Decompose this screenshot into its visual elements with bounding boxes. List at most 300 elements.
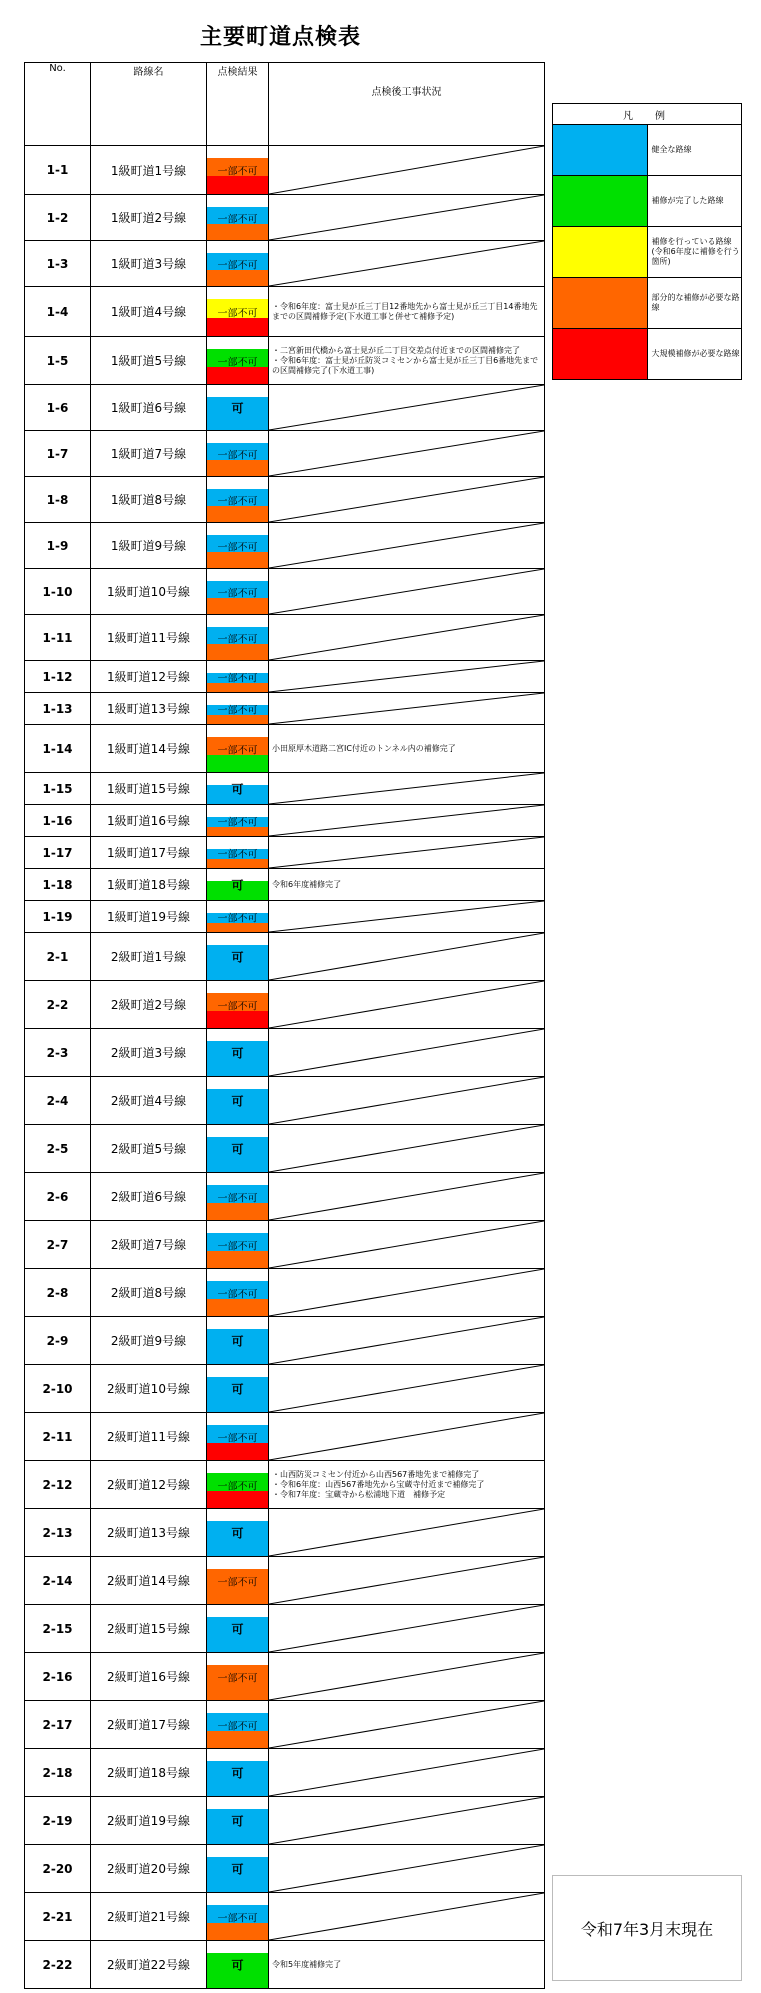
route-no: 1-17	[25, 837, 91, 869]
route-no: 1-13	[25, 693, 91, 725]
inspection-result	[207, 1845, 269, 1893]
route-no: 2-3	[25, 1029, 91, 1077]
route-name: 1級町道11号線	[91, 615, 207, 661]
inspection-result	[207, 805, 269, 837]
table-row	[25, 805, 545, 837]
empty-diagonal-line	[269, 1509, 544, 1556]
table-row	[25, 1365, 545, 1413]
inspection-result	[207, 869, 269, 901]
status-note	[269, 805, 545, 837]
status-note	[269, 1605, 545, 1653]
route-name: 2級町道1号線	[91, 933, 207, 981]
result-label: 可	[231, 1622, 244, 1636]
route-no: 2-8	[25, 1269, 91, 1317]
route-no: 2-20	[25, 1845, 91, 1893]
status-note	[269, 337, 545, 385]
route-no: 2-4	[25, 1077, 91, 1125]
status-note	[269, 1317, 545, 1365]
inspection-result	[207, 901, 269, 933]
route-no: 1-10	[25, 569, 91, 615]
empty-diagonal-line	[269, 805, 544, 836]
result-color-segment	[207, 318, 268, 337]
result-label: 可	[231, 1814, 244, 1828]
inspection-result	[207, 1077, 269, 1125]
inspection-result	[207, 337, 269, 385]
status-note	[269, 146, 545, 195]
status-note	[269, 1749, 545, 1797]
legend-row	[553, 329, 742, 380]
inspection-result	[207, 1893, 269, 1941]
inspection-result	[207, 1701, 269, 1749]
route-no: 1-14	[25, 725, 91, 773]
legend-header: 凡 例	[553, 104, 742, 125]
table-row	[25, 1509, 545, 1557]
route-no: 2-15	[25, 1605, 91, 1653]
status-note	[269, 1797, 545, 1845]
result-label: 一部不可	[217, 849, 258, 860]
inspection-result	[207, 981, 269, 1029]
route-no: 1-16	[25, 805, 91, 837]
result-label: 一部不可	[217, 1673, 258, 1684]
route-name: 1級町道16号線	[91, 805, 207, 837]
legend-row	[553, 125, 742, 176]
route-no: 1-15	[25, 773, 91, 805]
route-name: 1級町道14号線	[91, 725, 207, 773]
empty-diagonal-line	[269, 933, 544, 980]
route-name: 2級町道7号線	[91, 1221, 207, 1269]
header-no: No.	[25, 63, 91, 146]
result-label: 一部不可	[217, 745, 258, 756]
table-row	[25, 1605, 545, 1653]
legend-row	[553, 176, 742, 227]
empty-diagonal-line	[269, 1269, 544, 1316]
result-color-segment	[207, 367, 268, 385]
status-note	[269, 1461, 545, 1509]
result-color-segment	[207, 1923, 268, 1941]
result-color-segment	[207, 506, 268, 523]
table-row	[25, 773, 545, 805]
status-note	[269, 661, 545, 693]
table-row	[25, 615, 545, 661]
result-label: 可	[231, 1334, 244, 1348]
status-note	[269, 1125, 545, 1173]
empty-diagonal-line	[269, 773, 544, 804]
legend-swatch	[553, 329, 648, 380]
status-note	[269, 901, 545, 933]
inspection-result	[207, 431, 269, 477]
table-row	[25, 661, 545, 693]
route-no: 2-1	[25, 933, 91, 981]
empty-diagonal-line	[269, 523, 544, 568]
result-label: 一部不可	[217, 308, 258, 319]
route-name: 1級町道1号線	[91, 146, 207, 195]
table-row	[25, 569, 545, 615]
result-label: 一部不可	[217, 496, 258, 507]
table-row	[25, 1029, 545, 1077]
table-row	[25, 146, 545, 195]
route-name: 1級町道19号線	[91, 901, 207, 933]
result-label: 可	[231, 950, 244, 964]
route-no: 2-5	[25, 1125, 91, 1173]
result-color-segment	[207, 460, 268, 477]
route-no: 2-9	[25, 1317, 91, 1365]
status-note	[269, 1029, 545, 1077]
route-name: 2級町道5号線	[91, 1125, 207, 1173]
table-row	[25, 1701, 545, 1749]
result-label: 可	[231, 878, 244, 892]
status-note-text: ・令和6年度：富士見が丘三丁目12番地先から富士見が丘三丁目14番地先までの区間補修予定(下水道工事と併せて補修予定)	[272, 301, 538, 321]
result-label: 一部不可	[217, 1721, 258, 1732]
inspection-result	[207, 1125, 269, 1173]
inspection-result	[207, 933, 269, 981]
route-name: 1級町道2号線	[91, 195, 207, 241]
table-row	[25, 385, 545, 431]
result-label: 一部不可	[217, 1913, 258, 1924]
empty-diagonal-line	[269, 1893, 544, 1940]
legend-swatch	[553, 278, 648, 329]
route-no: 2-14	[25, 1557, 91, 1605]
inspection-result	[207, 1557, 269, 1605]
result-color-segment	[207, 1299, 268, 1317]
empty-diagonal-line	[269, 1797, 544, 1844]
result-label: 一部不可	[217, 1433, 258, 1444]
status-note	[269, 1941, 545, 1989]
table-row	[25, 933, 545, 981]
route-no: 2-11	[25, 1413, 91, 1461]
status-note	[269, 725, 545, 773]
legend-table	[552, 103, 742, 380]
route-no: 1-11	[25, 615, 91, 661]
route-no: 2-17	[25, 1701, 91, 1749]
empty-diagonal-line	[269, 477, 544, 522]
inspection-result	[207, 1797, 269, 1845]
table-row	[25, 1269, 545, 1317]
route-no: 2-6	[25, 1173, 91, 1221]
inspection-result	[207, 1749, 269, 1797]
route-name: 2級町道3号線	[91, 1029, 207, 1077]
route-no: 1-18	[25, 869, 91, 901]
inspection-result	[207, 1461, 269, 1509]
result-color-segment	[207, 1011, 268, 1029]
inspection-result	[207, 1173, 269, 1221]
status-note	[269, 1173, 545, 1221]
status-note	[269, 615, 545, 661]
table-row	[25, 287, 545, 337]
result-color-segment	[207, 644, 268, 661]
inspection-table	[24, 62, 545, 1989]
status-note	[269, 981, 545, 1029]
empty-diagonal-line	[269, 1365, 544, 1412]
empty-diagonal-line	[269, 981, 544, 1028]
page-title: 主要町道点検表	[200, 25, 362, 50]
route-name: 1級町道9号線	[91, 523, 207, 569]
legend-text: 健全な路線	[647, 125, 742, 176]
result-label: 一部不可	[217, 450, 258, 461]
status-note	[269, 241, 545, 287]
header-status: 点検後工事状況	[269, 63, 545, 146]
inspection-result	[207, 569, 269, 615]
result-label: 可	[231, 1526, 244, 1540]
status-note	[269, 385, 545, 431]
table-row	[25, 1077, 545, 1125]
result-label: 一部不可	[217, 1001, 258, 1012]
empty-diagonal-line	[269, 1413, 544, 1460]
inspection-result	[207, 725, 269, 773]
route-no: 2-16	[25, 1653, 91, 1701]
empty-diagonal-line	[269, 1605, 544, 1652]
empty-diagonal-line	[269, 901, 544, 932]
inspection-result	[207, 1605, 269, 1653]
result-color-segment	[207, 176, 268, 194]
route-name: 1級町道4号線	[91, 287, 207, 337]
status-note	[269, 1845, 545, 1893]
result-label: 一部不可	[217, 357, 258, 368]
route-name: 2級町道13号線	[91, 1509, 207, 1557]
result-color-segment	[207, 1251, 268, 1269]
route-name: 1級町道6号線	[91, 385, 207, 431]
legend-swatch	[553, 176, 648, 227]
status-note	[269, 1557, 545, 1605]
empty-diagonal-line	[269, 1173, 544, 1220]
status-note	[269, 1221, 545, 1269]
inspection-result	[207, 477, 269, 523]
route-name: 1級町道12号線	[91, 661, 207, 693]
result-label: 一部不可	[217, 260, 258, 271]
table-row	[25, 523, 545, 569]
table-header-row	[25, 63, 545, 146]
table-row	[25, 1845, 545, 1893]
route-name: 2級町道15号線	[91, 1605, 207, 1653]
result-label: 可	[231, 1046, 244, 1060]
result-label: 可	[231, 1094, 244, 1108]
status-note	[269, 1701, 545, 1749]
route-no: 2-19	[25, 1797, 91, 1845]
result-color-segment	[207, 1203, 268, 1221]
table-row	[25, 1317, 545, 1365]
result-color-segment	[207, 1443, 268, 1461]
result-color-segment	[207, 552, 268, 569]
status-note-text: ・二宮新田代橋から富士見が丘二丁目交差点付近までの区間補修完了 ・令和6年度：富士見が丘防災コミセンから富士見が丘三丁目6番地先までの区間補修完了(下水道工事)	[272, 345, 539, 375]
result-color-segment	[207, 1491, 268, 1509]
result-label: 一部不可	[217, 913, 258, 924]
route-no: 2-12	[25, 1461, 91, 1509]
route-name: 2級町道21号線	[91, 1893, 207, 1941]
table-row	[25, 869, 545, 901]
result-label: 一部不可	[217, 588, 258, 599]
route-no: 1-19	[25, 901, 91, 933]
route-no: 1-12	[25, 661, 91, 693]
route-no: 1-3	[25, 241, 91, 287]
route-no: 2-21	[25, 1893, 91, 1941]
table-row	[25, 477, 545, 523]
empty-diagonal-line	[269, 1845, 544, 1892]
result-label: 一部不可	[217, 634, 258, 645]
result-label: 可	[231, 1142, 244, 1156]
result-color-segment	[207, 598, 268, 615]
legend-text: 部分的な補修が必要な路線	[647, 278, 742, 329]
status-note	[269, 773, 545, 805]
inspection-result	[207, 195, 269, 241]
route-name: 2級町道6号線	[91, 1173, 207, 1221]
inspection-result	[207, 523, 269, 569]
result-label: 一部不可	[217, 1481, 258, 1492]
table-row	[25, 725, 545, 773]
table-row	[25, 1173, 545, 1221]
status-note-text: ・山西防災コミセン付近から山西567番地先まで補修完了 ・令和6年度：山西567番地先から宝蔵寺付近まで補修完了 ・令和7年度：宝蔵寺から松浦地下道 補修予定	[272, 1469, 485, 1499]
table-row	[25, 241, 545, 287]
route-name: 2級町道2号線	[91, 981, 207, 1029]
route-name: 1級町道17号線	[91, 837, 207, 869]
status-note-text: 小田原厚木道路二宮IC付近のトンネル内の補修完了	[272, 743, 456, 753]
inspection-result	[207, 1653, 269, 1701]
status-note	[269, 1413, 545, 1461]
result-color-segment	[207, 1731, 268, 1749]
route-no: 2-22	[25, 1941, 91, 1989]
route-name: 2級町道17号線	[91, 1701, 207, 1749]
result-label: 可	[231, 401, 244, 415]
route-no: 2-13	[25, 1509, 91, 1557]
table-row	[25, 337, 545, 385]
table-row	[25, 1893, 545, 1941]
status-note	[269, 287, 545, 337]
legend-swatch	[553, 125, 648, 176]
empty-diagonal-line	[269, 1125, 544, 1172]
legend-row	[553, 227, 742, 278]
status-note-text: 令和6年度補修完了	[272, 879, 342, 889]
legend-text: 補修を行っている路線 (令和6年度に補修を行う箇所)	[647, 227, 742, 278]
status-note	[269, 693, 545, 725]
result-label: 一部不可	[217, 542, 258, 553]
route-name: 1級町道18号線	[91, 869, 207, 901]
table-row	[25, 431, 545, 477]
table-row	[25, 837, 545, 869]
table-row	[25, 1557, 545, 1605]
inspection-result	[207, 1317, 269, 1365]
route-name: 2級町道4号線	[91, 1077, 207, 1125]
route-no: 1-9	[25, 523, 91, 569]
result-label: 一部不可	[217, 1241, 258, 1252]
inspection-result	[207, 773, 269, 805]
route-name: 1級町道8号線	[91, 477, 207, 523]
route-name: 2級町道10号線	[91, 1365, 207, 1413]
route-name: 1級町道3号線	[91, 241, 207, 287]
table-row	[25, 981, 545, 1029]
route-name: 1級町道15号線	[91, 773, 207, 805]
empty-diagonal-line	[269, 385, 544, 430]
route-name: 2級町道14号線	[91, 1557, 207, 1605]
route-name: 1級町道13号線	[91, 693, 207, 725]
status-note	[269, 1077, 545, 1125]
status-note	[269, 1509, 545, 1557]
inspection-result	[207, 287, 269, 337]
inspection-result	[207, 837, 269, 869]
table-row	[25, 693, 545, 725]
inspection-result	[207, 241, 269, 287]
result-label: 一部不可	[217, 1289, 258, 1300]
inspection-result	[207, 146, 269, 195]
legend-text: 補修が完了した路線	[647, 176, 742, 227]
empty-diagonal-line	[269, 1029, 544, 1076]
route-no: 1-4	[25, 287, 91, 337]
route-name: 1級町道7号線	[91, 431, 207, 477]
status-note	[269, 569, 545, 615]
result-label: 一部不可	[217, 1577, 258, 1588]
route-name: 1級町道5号線	[91, 337, 207, 385]
status-note	[269, 477, 545, 523]
route-name: 2級町道20号線	[91, 1845, 207, 1893]
inspection-result	[207, 385, 269, 431]
inspection-result	[207, 1269, 269, 1317]
route-no: 2-7	[25, 1221, 91, 1269]
result-label: 一部不可	[217, 817, 258, 828]
empty-diagonal-line	[269, 1653, 544, 1700]
empty-diagonal-line	[269, 837, 544, 868]
table-row	[25, 1749, 545, 1797]
inspection-result	[207, 1941, 269, 1989]
inspection-result	[207, 1221, 269, 1269]
result-label: 一部不可	[217, 705, 258, 716]
status-note	[269, 1893, 545, 1941]
table-row	[25, 1653, 545, 1701]
status-note	[269, 523, 545, 569]
status-note	[269, 869, 545, 901]
empty-diagonal-line	[269, 1749, 544, 1796]
route-name: 2級町道12号線	[91, 1461, 207, 1509]
table-row	[25, 195, 545, 241]
empty-diagonal-line	[269, 1557, 544, 1604]
route-name: 2級町道9号線	[91, 1317, 207, 1365]
inspection-result	[207, 661, 269, 693]
result-label: 一部不可	[217, 673, 258, 684]
route-name: 2級町道11号線	[91, 1413, 207, 1461]
legend-text: 大規模補修が必要な路線	[647, 329, 742, 380]
route-no: 1-7	[25, 431, 91, 477]
empty-diagonal-line	[269, 1317, 544, 1364]
empty-diagonal-line	[269, 1221, 544, 1268]
status-note	[269, 431, 545, 477]
route-name: 2級町道22号線	[91, 1941, 207, 1989]
route-name: 2級町道16号線	[91, 1653, 207, 1701]
route-name: 2級町道18号線	[91, 1749, 207, 1797]
header-route-name: 路線名	[91, 63, 207, 146]
route-name: 2級町道19号線	[91, 1797, 207, 1845]
status-note-text: 令和5年度補修完了	[272, 1959, 342, 1969]
result-label: 可	[231, 1766, 244, 1780]
result-label: 一部不可	[217, 166, 258, 178]
inspection-result	[207, 1365, 269, 1413]
result-label: 可	[231, 1862, 244, 1876]
header-result: 点検結果	[207, 63, 269, 146]
empty-diagonal-line	[269, 146, 544, 194]
route-no: 1-8	[25, 477, 91, 523]
inspection-result	[207, 615, 269, 661]
route-no: 2-18	[25, 1749, 91, 1797]
empty-diagonal-line	[269, 241, 544, 286]
table-row	[25, 1797, 545, 1845]
route-no: 1-6	[25, 385, 91, 431]
route-no: 2-2	[25, 981, 91, 1029]
result-label: 可	[231, 1382, 244, 1396]
table-row	[25, 1221, 545, 1269]
table-row	[25, 901, 545, 933]
legend-row	[553, 278, 742, 329]
empty-diagonal-line	[269, 569, 544, 614]
status-note	[269, 195, 545, 241]
status-note	[269, 933, 545, 981]
result-label: 可	[231, 782, 244, 796]
result-label: 一部不可	[217, 1193, 258, 1204]
result-color-segment	[207, 270, 268, 287]
